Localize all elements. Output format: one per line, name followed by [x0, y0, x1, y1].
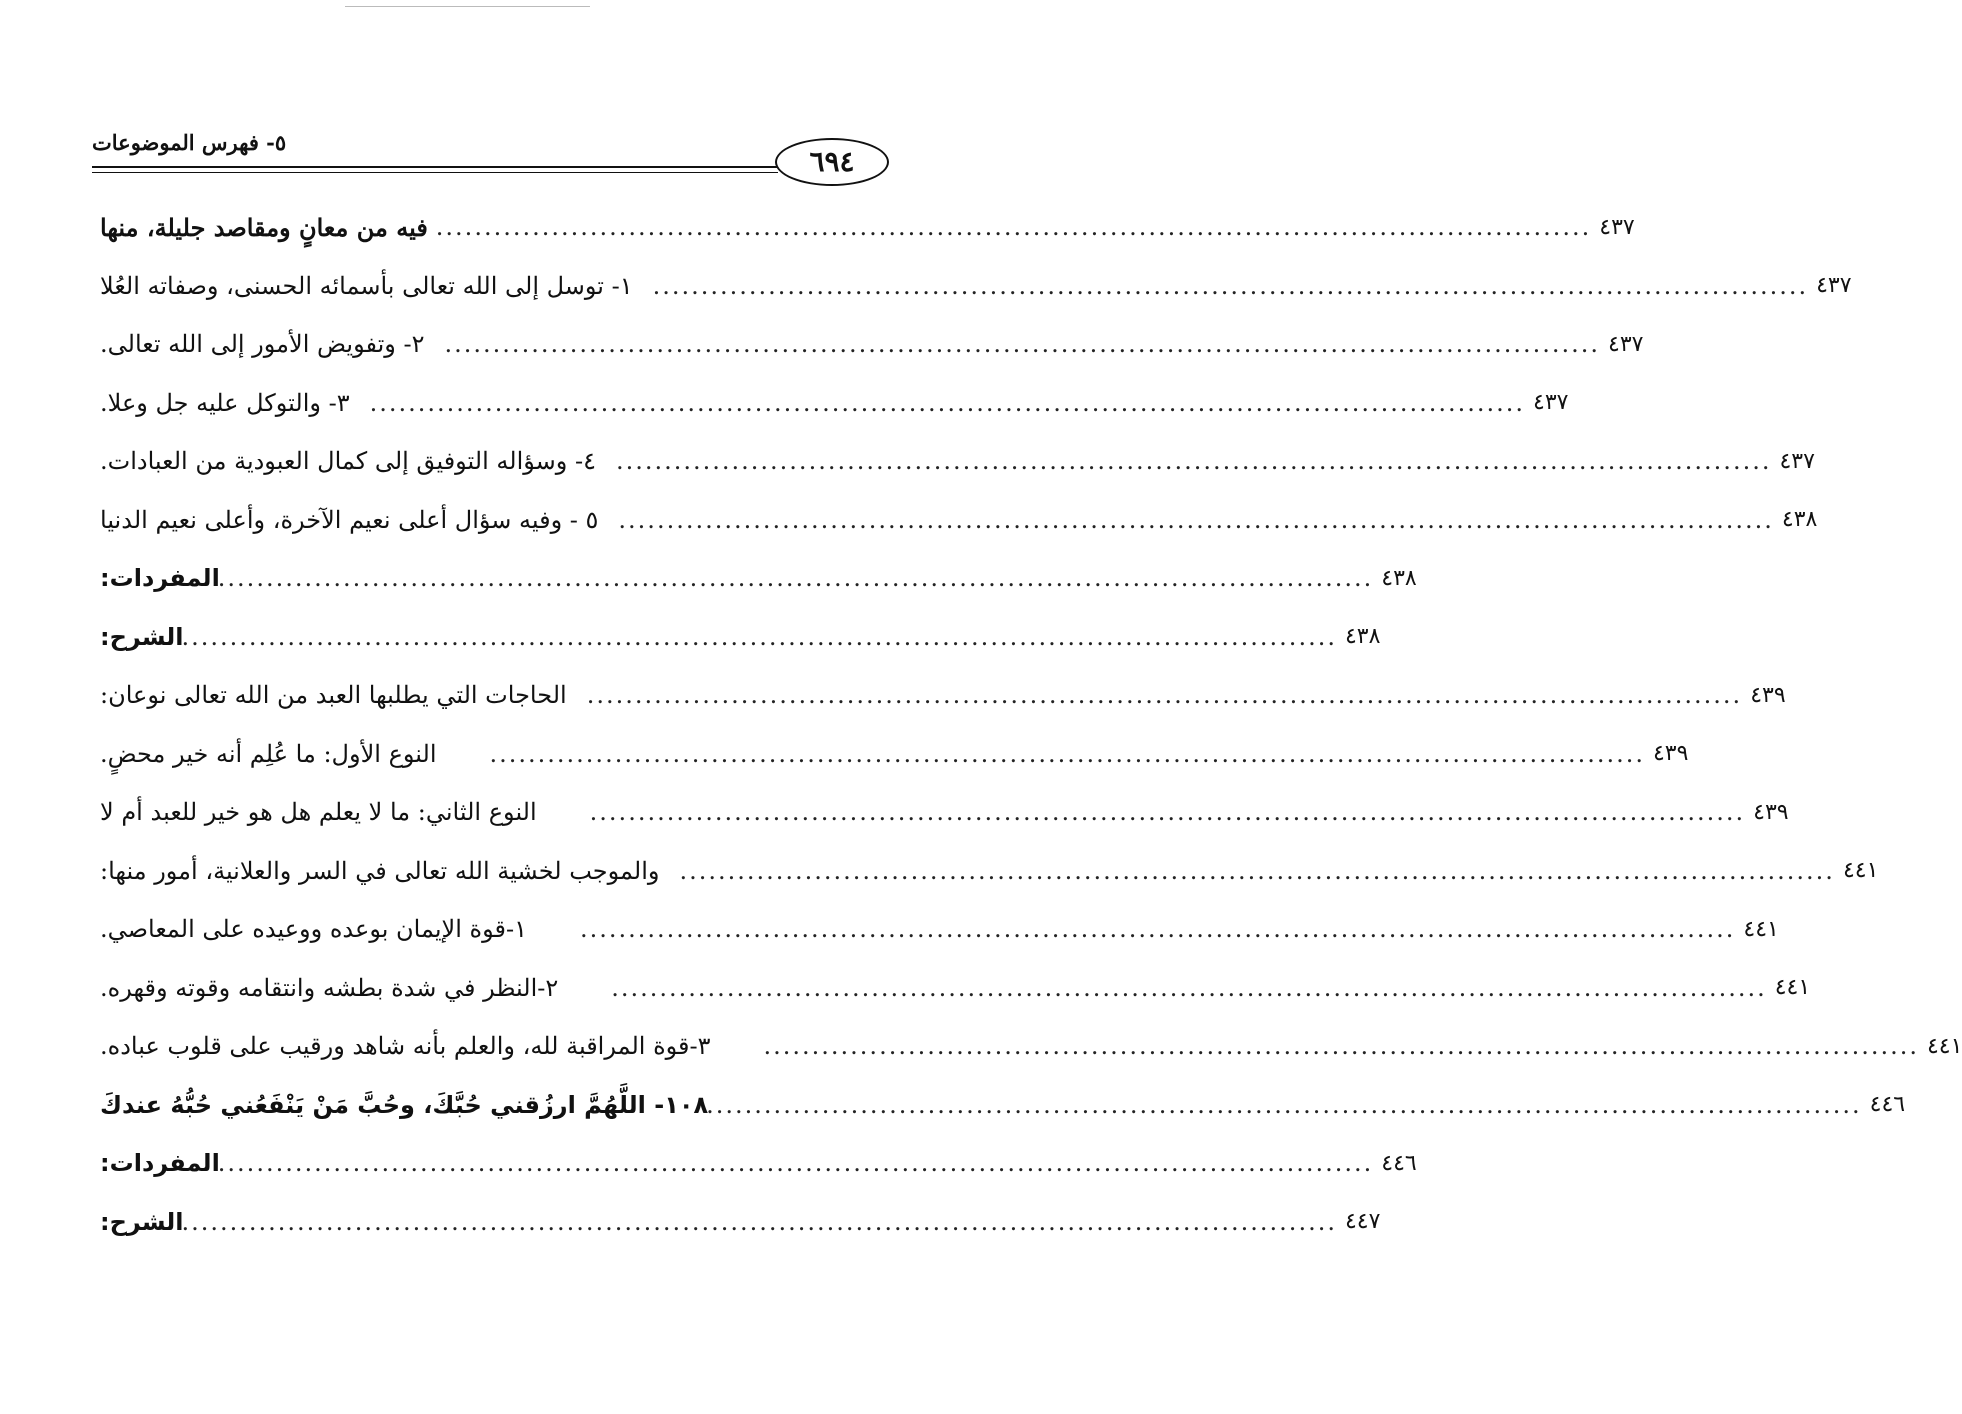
toc-entry [100, 491, 1818, 550]
header-title: ٥- فهرس الموضوعات [92, 130, 287, 155]
toc-entry [100, 549, 1417, 608]
toc-entry-text: النوع الثاني: ما لا يعلم هل هو خير للعبد أم لا [100, 798, 537, 827]
toc-entry-text: ٥ - وفيه سؤال أعلى نعيم الآخرة، وأعلى نعيم الدنيا [100, 505, 599, 534]
toc-entry-page: ٤٣٩ [1750, 682, 1786, 708]
toc-entry-page: ٤٤١ [1926, 1033, 1962, 1059]
header-rule-thin [92, 172, 778, 173]
page-bottom-margin [0, 1280, 974, 1414]
dot-leader: ........................................................................................................................ [586, 681, 1743, 710]
toc-entry [100, 1076, 1906, 1135]
toc-entry-text: ٢- وتفويض الأمور إلى الله تعالى. [100, 330, 425, 359]
dot-leader: ........................................................................................................................ [618, 505, 1774, 534]
toc-entry-text: المفردات: [100, 564, 220, 593]
toc-entry-text: ٤- وسؤاله التوفيق إلى كمال العبودية من العبادات. [100, 447, 596, 476]
toc-entry [100, 1017, 1962, 1076]
toc-entry [100, 842, 1879, 901]
toc-entry-page: ٤٤٦ [1381, 1150, 1417, 1176]
toc-entry [100, 959, 1811, 1018]
dot-leader: ........................................................................................................................ [489, 739, 1645, 768]
toc-entry-text: النوع الأول: ما عُلِم أنه خير محضٍ. [100, 739, 437, 768]
toc-entry-text: ١-قوة الإيمان بوعده ووعيده على المعاصي. [100, 915, 527, 944]
toc-entry-page: ٤٣٧ [1599, 214, 1635, 240]
dot-leader: ........................................................................................................................ [652, 271, 1809, 300]
toc-entry-page: ٤٣٩ [1753, 799, 1789, 825]
toc-entry [100, 783, 1789, 842]
toc-entry-text: ١٠٨- اللَّهُمَّ ارزُقني حُبَّكَ، وحُبَّ مَنْ يَنْفَعُني حُبُّهُ عندكَ [100, 1090, 709, 1119]
toc-entry-page: ٤٣٨ [1781, 507, 1818, 533]
toc-entry-page: ٤٣٨ [1344, 624, 1381, 650]
page-number: ٦٩٤ [775, 138, 889, 186]
toc-entry-text: الشرح: [100, 1207, 184, 1236]
dot-leader: ........................................................................................................................ [217, 1149, 1374, 1178]
dot-leader: ........................................................................................................................ [579, 915, 1736, 944]
toc-entry-page: ٤٤١ [1743, 916, 1779, 942]
toc-entry [100, 1193, 1381, 1252]
toc-entry-text: والموجب لخشية الله تعالى في السر والعلانية، أمور منها: [100, 856, 660, 885]
toc-entry [100, 257, 1852, 316]
dot-leader: ........................................................................................................................ [615, 447, 1772, 476]
toc-entry-page: ٤٤٧ [1344, 1209, 1381, 1235]
toc-entry-text: ١- توسل إلى الله تعالى بأسمائه الحسنى، وصفاته العُلا [100, 271, 633, 300]
toc-entry-text: ٢-النظر في شدة بطشه وانتقامه وقوته وقهره. [100, 973, 559, 1002]
toc-entry [100, 725, 1689, 784]
page-header [92, 130, 882, 190]
toc-entry-page: ٤٣٨ [1381, 565, 1417, 591]
toc-entry-text: ٣-قوة المراقبة لله، والعلم بأنه شاهد ورقيب على قلوب عباده. [100, 1032, 711, 1061]
toc-entry-text: ٣- والتوكل عليه جل وعلا. [100, 388, 350, 417]
toc-entry-page: ٤٤٦ [1869, 1092, 1906, 1118]
toc-entry [100, 198, 1635, 257]
top-rule [345, 6, 590, 7]
toc-entry [100, 432, 1815, 491]
table-of-contents [100, 198, 1962, 1251]
toc-entry-page: ٤٣٧ [1533, 390, 1569, 416]
dot-leader: ........................................................................................................................ [181, 622, 1337, 651]
toc-entry [100, 608, 1381, 667]
dot-leader: ........................................................................................................................ [763, 1032, 1919, 1061]
toc-entry-text: فيه من معانٍ ومقاصد جليلة، منها [100, 212, 428, 242]
dot-leader: ........................................................................................................................ [181, 1207, 1337, 1236]
toc-entry-page: ٤٣٧ [1816, 273, 1852, 299]
toc-entry-page: ٤٤١ [1774, 975, 1811, 1001]
dot-leader: ........................................................................................................................ [217, 564, 1374, 593]
toc-entry-page: ٤٣٧ [1608, 331, 1644, 357]
toc-entry-text: المفردات: [100, 1149, 220, 1178]
toc-entry-text: الحاجات التي يطلبها العبد من الله تعالى نوعان: [100, 681, 567, 710]
dot-leader: ........................................................................................................................ [589, 798, 1746, 827]
toc-entry [100, 900, 1779, 959]
toc-entry [100, 666, 1786, 725]
toc-entry [100, 374, 1569, 433]
toc-entry [100, 315, 1644, 374]
toc-entry-page: ٤٣٩ [1652, 741, 1689, 767]
dot-leader: ........................................................................................................................ [706, 1090, 1862, 1119]
toc-entry [100, 1134, 1417, 1193]
dot-leader: ........................................................................................................................ [435, 213, 1592, 242]
dot-leader: ........................................................................................................................ [369, 388, 1526, 417]
toc-entry-text: الشرح: [100, 622, 184, 651]
header-rule [92, 166, 778, 168]
dot-leader: ........................................................................................................................ [679, 856, 1835, 885]
toc-entry-page: ٤٤١ [1842, 858, 1879, 884]
dot-leader: ........................................................................................................................ [611, 973, 1767, 1002]
toc-entry-page: ٤٣٧ [1779, 448, 1815, 474]
dot-leader: ........................................................................................................................ [444, 330, 1600, 359]
